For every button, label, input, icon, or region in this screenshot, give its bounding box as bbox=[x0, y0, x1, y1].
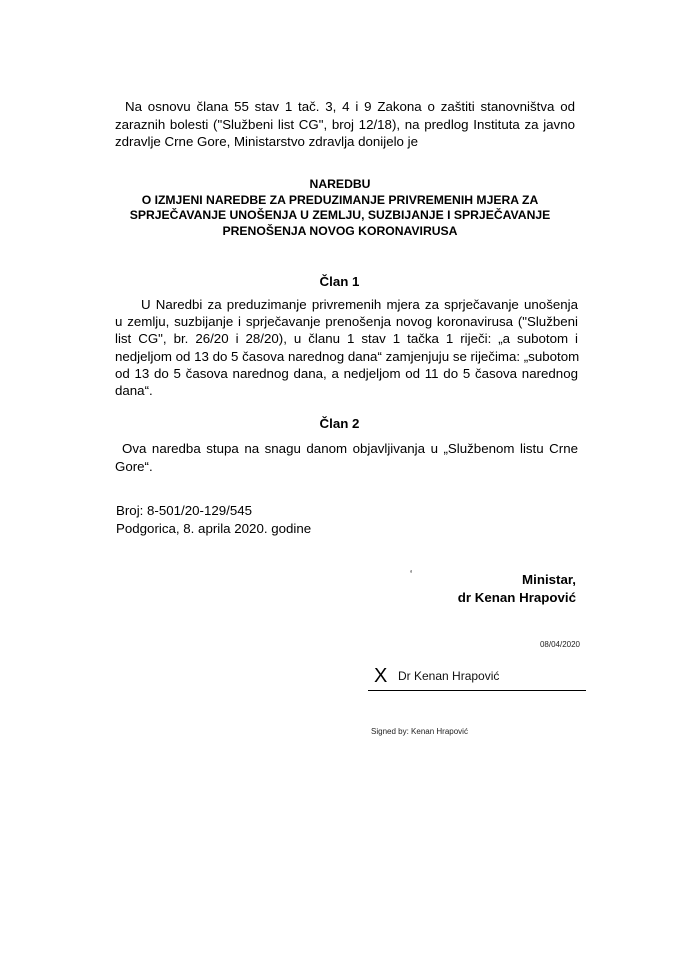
signature-signer-name: Dr Kenan Hrapović bbox=[398, 669, 500, 683]
article-1-line: list CG", br. 26/20 i 28/20), u članu 1 stav 1 tačka 1 riječi: „a subotom i bbox=[115, 331, 578, 347]
article-2-line: Gore“. bbox=[115, 458, 153, 474]
article-1-heading: Član 1 bbox=[319, 274, 360, 289]
reference-block bbox=[116, 502, 311, 537]
intro-paragraph: Na osnovu člana 55 stav 1 tač. 3, 4 i 9 Zakona o zaštiti stanovništva od zaraznih bolesti ("Službeni list CG", broj 12/18), na predlog Instituta za javno zdravlje Crne Gore, Ministarstvo zdravlja donijelo je bbox=[115, 99, 575, 149]
article-2-line: Ova naredba stupa na snagu danom objavljivanja u „Službenom listu Crne bbox=[122, 441, 578, 456]
signatory-block bbox=[458, 571, 576, 606]
signature-date: 08/04/2020 bbox=[539, 640, 580, 649]
signatory-title: Ministar, bbox=[522, 572, 576, 587]
article-1-line: u zemlju, suzbijanje i sprječavanje prenošenja novog koronavirusa ("Službeni bbox=[115, 314, 578, 330]
signature-line bbox=[368, 690, 586, 691]
article-1-body bbox=[115, 296, 578, 399]
document-title bbox=[90, 177, 590, 239]
title-line-2: O IZMJENI NAREDBE ZA PREDUZIMANJE PRIVREMENIH MJERA ZA bbox=[141, 192, 539, 207]
article-2-heading: Član 2 bbox=[319, 416, 360, 431]
signature-x-mark: X bbox=[374, 665, 388, 687]
article-1-line: dana“. bbox=[115, 383, 153, 399]
article-1-line: U Naredbi za preduzimanje privremenih mjera za sprječavanje unošenja bbox=[141, 297, 578, 312]
article-1-line: od 13 do 5 časova narednog dana, a nedjeljom od 11 do 5 časova narednog bbox=[115, 365, 578, 381]
article-2-body bbox=[115, 440, 578, 475]
signed-by-label: Signed by: Kenan Hrapović bbox=[371, 727, 468, 736]
title-line-4: PRENOŠENJA NOVOG KORONAVIRUSA bbox=[222, 223, 458, 238]
stray-mark: ‘ bbox=[410, 569, 413, 580]
title-line-1: NAREDBU bbox=[309, 177, 371, 191]
title-line-3: SPRJEČAVANJE UNOŠENJA U ZEMLJU, SUZBIJANJE I SPRJEČAVANJE bbox=[129, 208, 551, 222]
place-and-date: Podgorica, 8. aprila 2020. godine bbox=[116, 520, 312, 536]
article-1-line: nedjeljom od 13 do 5 časova narednog dana“ zamjenjuju se riječima: „subotom bbox=[115, 348, 580, 364]
signatory-name: dr Kenan Hrapović bbox=[457, 589, 576, 605]
reference-number: Broj: 8-501/20-129/545 bbox=[116, 503, 253, 518]
